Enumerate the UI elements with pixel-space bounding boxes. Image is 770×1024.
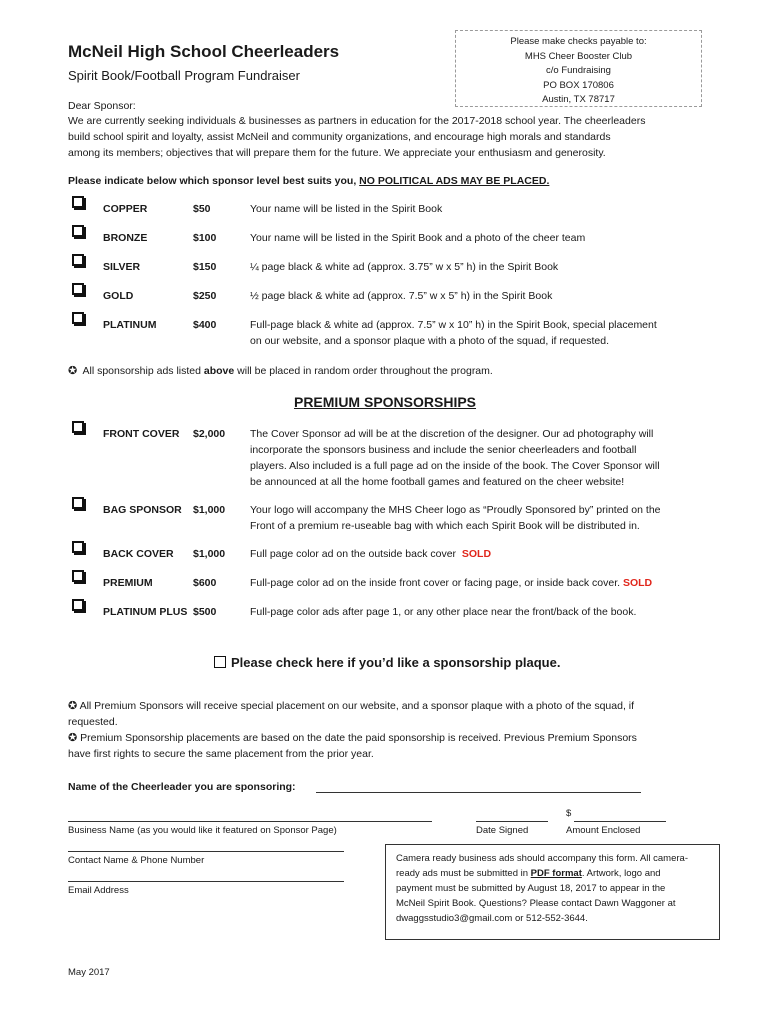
contact-field[interactable] [68, 851, 344, 852]
payment-line: Austin, TX 78717 [542, 94, 615, 105]
premium-name: BACK COVER [103, 548, 174, 560]
level-description: ½ page black & white ad (approx. 7.5” w x 5” h) in the Spirit Book [250, 290, 553, 302]
star-icon: ✪ [68, 700, 78, 712]
plaque-checkbox[interactable] [214, 656, 226, 668]
sold-badge: SOLD [461, 548, 492, 560]
level-price: $100 [193, 232, 217, 244]
payment-line: Please make checks payable to: [510, 36, 647, 47]
level-description: Full-page black & white ad (approx. 7.5” w x 10” h) in the Spirit Book, special placement [250, 319, 657, 331]
instruction-text: Please indicate below which sponsor level best suits you, [68, 175, 360, 187]
premium-note-line: requested. [68, 716, 118, 728]
random-order-note [68, 363, 493, 379]
premium-description: players. Also included is a full page ad on the inside of the book. The Cover Sponsor will [250, 460, 660, 472]
level-name: GOLD [103, 290, 134, 302]
plaque-label: Please check here if you’d like a sponsorship plaque. [231, 655, 561, 670]
note-box-line [396, 866, 709, 881]
back-cover-checkbox[interactable] [72, 541, 84, 553]
note-box-line: dwaggsstudio3@gmail.com or 512-552-3644. [396, 913, 588, 924]
date-signed-label: Date Signed [476, 825, 529, 836]
level-name: SILVER [103, 261, 141, 273]
description-text: Full page color ad on the outside back cover [250, 548, 457, 560]
note-text: Premium Sponsorship placements are based on the date the paid sponsorship is received. Previous Premium Sponsors [80, 732, 637, 744]
email-label: Email Address [68, 885, 129, 896]
front-cover-checkbox[interactable] [72, 421, 84, 433]
note-box-line: payment must be submitted by August 18, 2017 to appear in the [396, 883, 666, 894]
premium-section-title: PREMIUM SPONSORSHIPS [293, 394, 477, 410]
letter-line: build school spirit and loyalty, assist McNeil and community organizations, and encourage high morals and standards [68, 131, 611, 143]
premium-price: $600 [193, 577, 217, 589]
premium-note-line: have first rights to secure the same placement from the prior year. [68, 748, 374, 760]
payment-instructions-box [455, 30, 702, 107]
letter-line: We are currently seeking individuals & businesses as partners in education for the 2017-2018 school year. The cheerleaders [68, 115, 646, 127]
description-text: Full-page color ad on the inside front cover or facing page, or inside back cover. [250, 577, 621, 589]
bag-sponsor-checkbox[interactable] [72, 497, 84, 509]
level-name: BRONZE [103, 232, 148, 244]
sold-badge: SOLD [622, 577, 653, 589]
email-field[interactable] [68, 881, 344, 882]
note-bold: above [203, 365, 235, 377]
page-subtitle: Spirit Book/Football Program Fundraiser [68, 68, 300, 83]
business-name-label: Business Name (as you would like it featured on Sponsor Page) [68, 825, 337, 836]
gold-checkbox[interactable] [72, 283, 84, 295]
note-text: will be placed in random order throughout the program. [234, 365, 493, 377]
premium-note-line [68, 730, 637, 746]
star-icon: ✪ [68, 365, 78, 377]
premium-description: Front of a premium re-useable bag with which each Spirit Book will be distributed in. [250, 520, 640, 532]
page-title: McNeil High School Cheerleaders [68, 42, 340, 61]
level-name: PLATINUM [103, 319, 157, 331]
note-text: All Premium Sponsors will receive special placement on our website, and a sponsor plaque with a photo of the squad, if [79, 700, 635, 712]
premium-name: FRONT COVER [103, 428, 180, 440]
premium-note-line [68, 698, 634, 714]
level-price: $150 [193, 261, 217, 273]
level-price: $50 [193, 203, 211, 215]
note-box-text: ready ads must be submitted in [396, 868, 531, 879]
premium-name: PLATINUM PLUS [103, 606, 188, 618]
silver-checkbox[interactable] [72, 254, 84, 266]
cheerleader-name-field[interactable] [316, 792, 641, 793]
level-price: $250 [193, 290, 217, 302]
pdf-format-emphasis: PDF format [530, 868, 582, 879]
star-icon: ✪ [68, 732, 78, 744]
footer-date: May 2017 [68, 967, 110, 978]
contact-label: Contact Name & Phone Number [68, 855, 205, 866]
copper-checkbox[interactable] [72, 196, 84, 208]
premium-price: $2,000 [193, 428, 226, 440]
platinum-plus-checkbox[interactable] [72, 599, 84, 611]
premium-description [250, 546, 491, 562]
premium-name: BAG SPONSOR [103, 504, 182, 516]
payment-line: PO BOX 170806 [543, 79, 614, 91]
cheerleader-label: Name of the Cheerleader you are sponsoring: [68, 781, 296, 793]
dollar-sign: $ [566, 808, 572, 819]
level-price: $400 [193, 319, 217, 331]
salutation: Dear Sponsor: [68, 100, 136, 112]
premium-price: $500 [193, 606, 217, 618]
premium-price: $1,000 [193, 548, 226, 560]
payment-line: MHS Cheer Booster Club [524, 50, 633, 62]
date-signed-field[interactable] [476, 821, 548, 822]
amount-enclosed-label: Amount Enclosed [566, 825, 641, 836]
note-box-text: . Artwork, logo and [581, 868, 661, 879]
artwork-note-box [385, 844, 720, 940]
level-description: Your name will be listed in the Spirit Book [250, 203, 443, 215]
level-description: Your name will be listed in the Spirit Book and a photo of the cheer team [250, 232, 586, 244]
business-name-field[interactable] [68, 821, 432, 822]
premium-description [250, 575, 652, 591]
platinum-checkbox[interactable] [72, 312, 84, 324]
premium-name: PREMIUM [103, 577, 153, 589]
letter-line: among its members; objectives that will prepare them for the future. We appreciate your enthusiasm and generosity. [68, 147, 606, 159]
note-text: All sponsorship ads listed [82, 365, 204, 377]
note-box-line: Camera ready business ads should accompany this form. All camera- [396, 853, 688, 864]
note-box-line: McNeil Spirit Book. Questions? Please contact Dawn Waggoner at [396, 898, 676, 909]
payment-line: c/o Fundraising [546, 65, 611, 76]
amount-enclosed-field[interactable] [574, 821, 666, 822]
premium-description: Your logo will accompany the MHS Cheer logo as “Proudly Sponsored by” printed on the [250, 504, 661, 516]
premium-description: be announced at all the home football games and featured on the cheer website! [250, 476, 625, 488]
level-description: on our website, and a sponsor plaque with a photo of the squad, if requested. [250, 335, 609, 347]
political-ads-warning: NO POLITICAL ADS MAY BE PLACED. [359, 175, 550, 187]
level-description: ¼ page black & white ad (approx. 3.75” w x 5” h) in the Spirit Book [250, 261, 559, 273]
level-name: COPPER [103, 203, 148, 215]
sponsor-level-instruction [68, 173, 549, 189]
premium-description: The Cover Sponsor ad will be at the discretion of the designer. Our ad photography will [250, 428, 654, 440]
premium-description: Full-page color ads after page 1, or any other place near the front/back of the book. [250, 606, 637, 618]
premium-price: $1,000 [193, 504, 226, 516]
premium-checkbox[interactable] [72, 570, 84, 582]
bronze-checkbox[interactable] [72, 225, 84, 237]
premium-description: incorporate the sponsors business and include the senior cheerleaders and football [250, 444, 637, 456]
